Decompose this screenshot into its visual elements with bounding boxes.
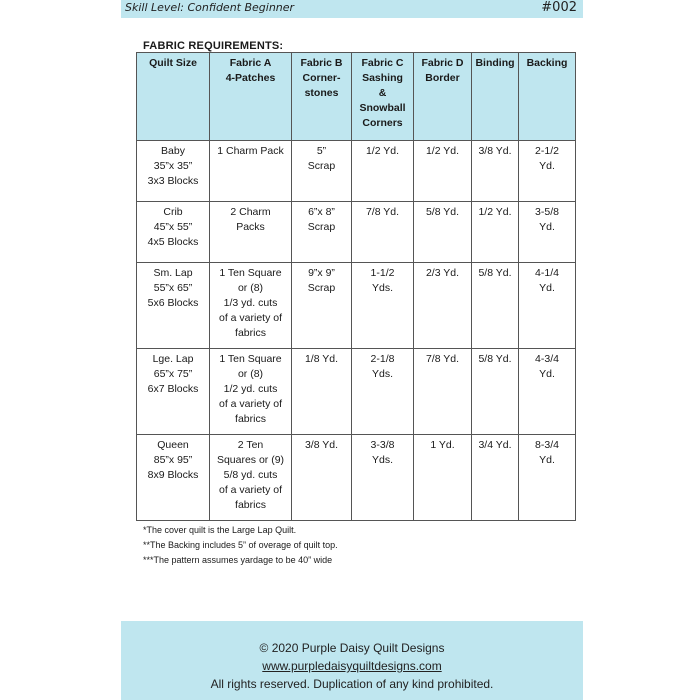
cell-fabric-d: 1 Yd. bbox=[414, 435, 472, 521]
cell-binding: 3/8 Yd. bbox=[472, 141, 519, 202]
cell-backing: 2-1/2 Yd. bbox=[519, 141, 576, 202]
notes bbox=[143, 523, 338, 568]
note-cover-quilt: *The cover quilt is the Large Lap Quilt. bbox=[143, 525, 297, 535]
cell-quilt-size: Queen 85”x 95” 8x9 Blocks bbox=[137, 435, 210, 521]
table-row bbox=[137, 141, 576, 202]
copyright-text: © 2020 Purple Daisy Quilt Designs bbox=[259, 641, 445, 655]
col-fabric-b: Fabric B Corner- stones bbox=[292, 53, 352, 141]
col-quilt-size: Quilt Size bbox=[137, 53, 210, 141]
cell-fabric-b: 1/8 Yd. bbox=[292, 349, 352, 435]
col-fabric-a: Fabric A 4-Patches bbox=[210, 53, 292, 141]
cell-fabric-d: 5/8 Yd. bbox=[414, 202, 472, 263]
cell-backing: 8-3/4 Yd. bbox=[519, 435, 576, 521]
cell-fabric-a: 2 Ten Squares or (9) 5/8 yd. cuts of a variety of fabrics bbox=[210, 435, 292, 521]
website-link[interactable]: www.purpledaisyquiltdesigns.com bbox=[262, 659, 442, 673]
cell-binding: 5/8 Yd. bbox=[472, 349, 519, 435]
section-title: FABRIC REQUIREMENTS: bbox=[143, 40, 284, 52]
cell-fabric-d: 2/3 Yd. bbox=[414, 263, 472, 349]
cell-binding: 3/4 Yd. bbox=[472, 435, 519, 521]
pattern-number: #002 bbox=[541, 0, 577, 15]
note-backing: **The Backing includes 5” of overage of quilt top. bbox=[143, 540, 338, 550]
cell-fabric-a: 1 Charm Pack bbox=[210, 141, 292, 202]
rights-text: All rights reserved. Duplication of any kind prohibited. bbox=[210, 677, 494, 691]
cell-fabric-a: 1 Ten Square or (8) 1/3 yd. cuts of a variety of fabrics bbox=[210, 263, 292, 349]
cell-fabric-c: 1-1/2 Yds. bbox=[352, 263, 414, 349]
cell-quilt-size: Baby 35”x 35” 3x3 Blocks bbox=[137, 141, 210, 202]
cell-fabric-a: 2 Charm Packs bbox=[210, 202, 292, 263]
table-row bbox=[137, 202, 576, 263]
cell-fabric-b: 6”x 8” Scrap bbox=[292, 202, 352, 263]
footer-bar bbox=[121, 621, 583, 700]
table-header-row bbox=[137, 53, 576, 141]
cell-fabric-c: 1/2 Yd. bbox=[352, 141, 414, 202]
cell-backing: 4-3/4 Yd. bbox=[519, 349, 576, 435]
cell-fabric-c: 3-3/8 Yds. bbox=[352, 435, 414, 521]
col-binding: Binding bbox=[472, 53, 519, 141]
skill-level: Skill Level: Confident Beginner bbox=[125, 1, 295, 14]
cell-fabric-a: 1 Ten Square or (8) 1/2 yd. cuts of a variety of fabrics bbox=[210, 349, 292, 435]
cell-fabric-c: 7/8 Yd. bbox=[352, 202, 414, 263]
col-fabric-c: Fabric C Sashing & Snowball Corners bbox=[352, 53, 414, 141]
table-row bbox=[137, 349, 576, 435]
note-yardage: ***The pattern assumes yardage to be 40” wide bbox=[143, 555, 333, 565]
cell-binding: 1/2 Yd. bbox=[472, 202, 519, 263]
table-row bbox=[137, 435, 576, 521]
col-fabric-d: Fabric D Border bbox=[414, 53, 472, 141]
cell-binding: 5/8 Yd. bbox=[472, 263, 519, 349]
header-bar bbox=[121, 0, 583, 18]
cell-quilt-size: Lge. Lap 65”x 75” 6x7 Blocks bbox=[137, 349, 210, 435]
cell-quilt-size: Sm. Lap 55”x 65” 5x6 Blocks bbox=[137, 263, 210, 349]
cell-fabric-b: 3/8 Yd. bbox=[292, 435, 352, 521]
cell-quilt-size: Crib 45”x 55” 4x5 Blocks bbox=[137, 202, 210, 263]
fabric-requirements-table bbox=[136, 52, 576, 521]
table-row bbox=[137, 263, 576, 349]
cell-fabric-b: 9”x 9” Scrap bbox=[292, 263, 352, 349]
cell-fabric-c: 2-1/8 Yds. bbox=[352, 349, 414, 435]
cell-backing: 4-1/4 Yd. bbox=[519, 263, 576, 349]
col-backing: Backing bbox=[519, 53, 576, 141]
cell-fabric-d: 7/8 Yd. bbox=[414, 349, 472, 435]
cell-fabric-d: 1/2 Yd. bbox=[414, 141, 472, 202]
cell-backing: 3-5/8 Yd. bbox=[519, 202, 576, 263]
cell-fabric-b: 5” Scrap bbox=[292, 141, 352, 202]
